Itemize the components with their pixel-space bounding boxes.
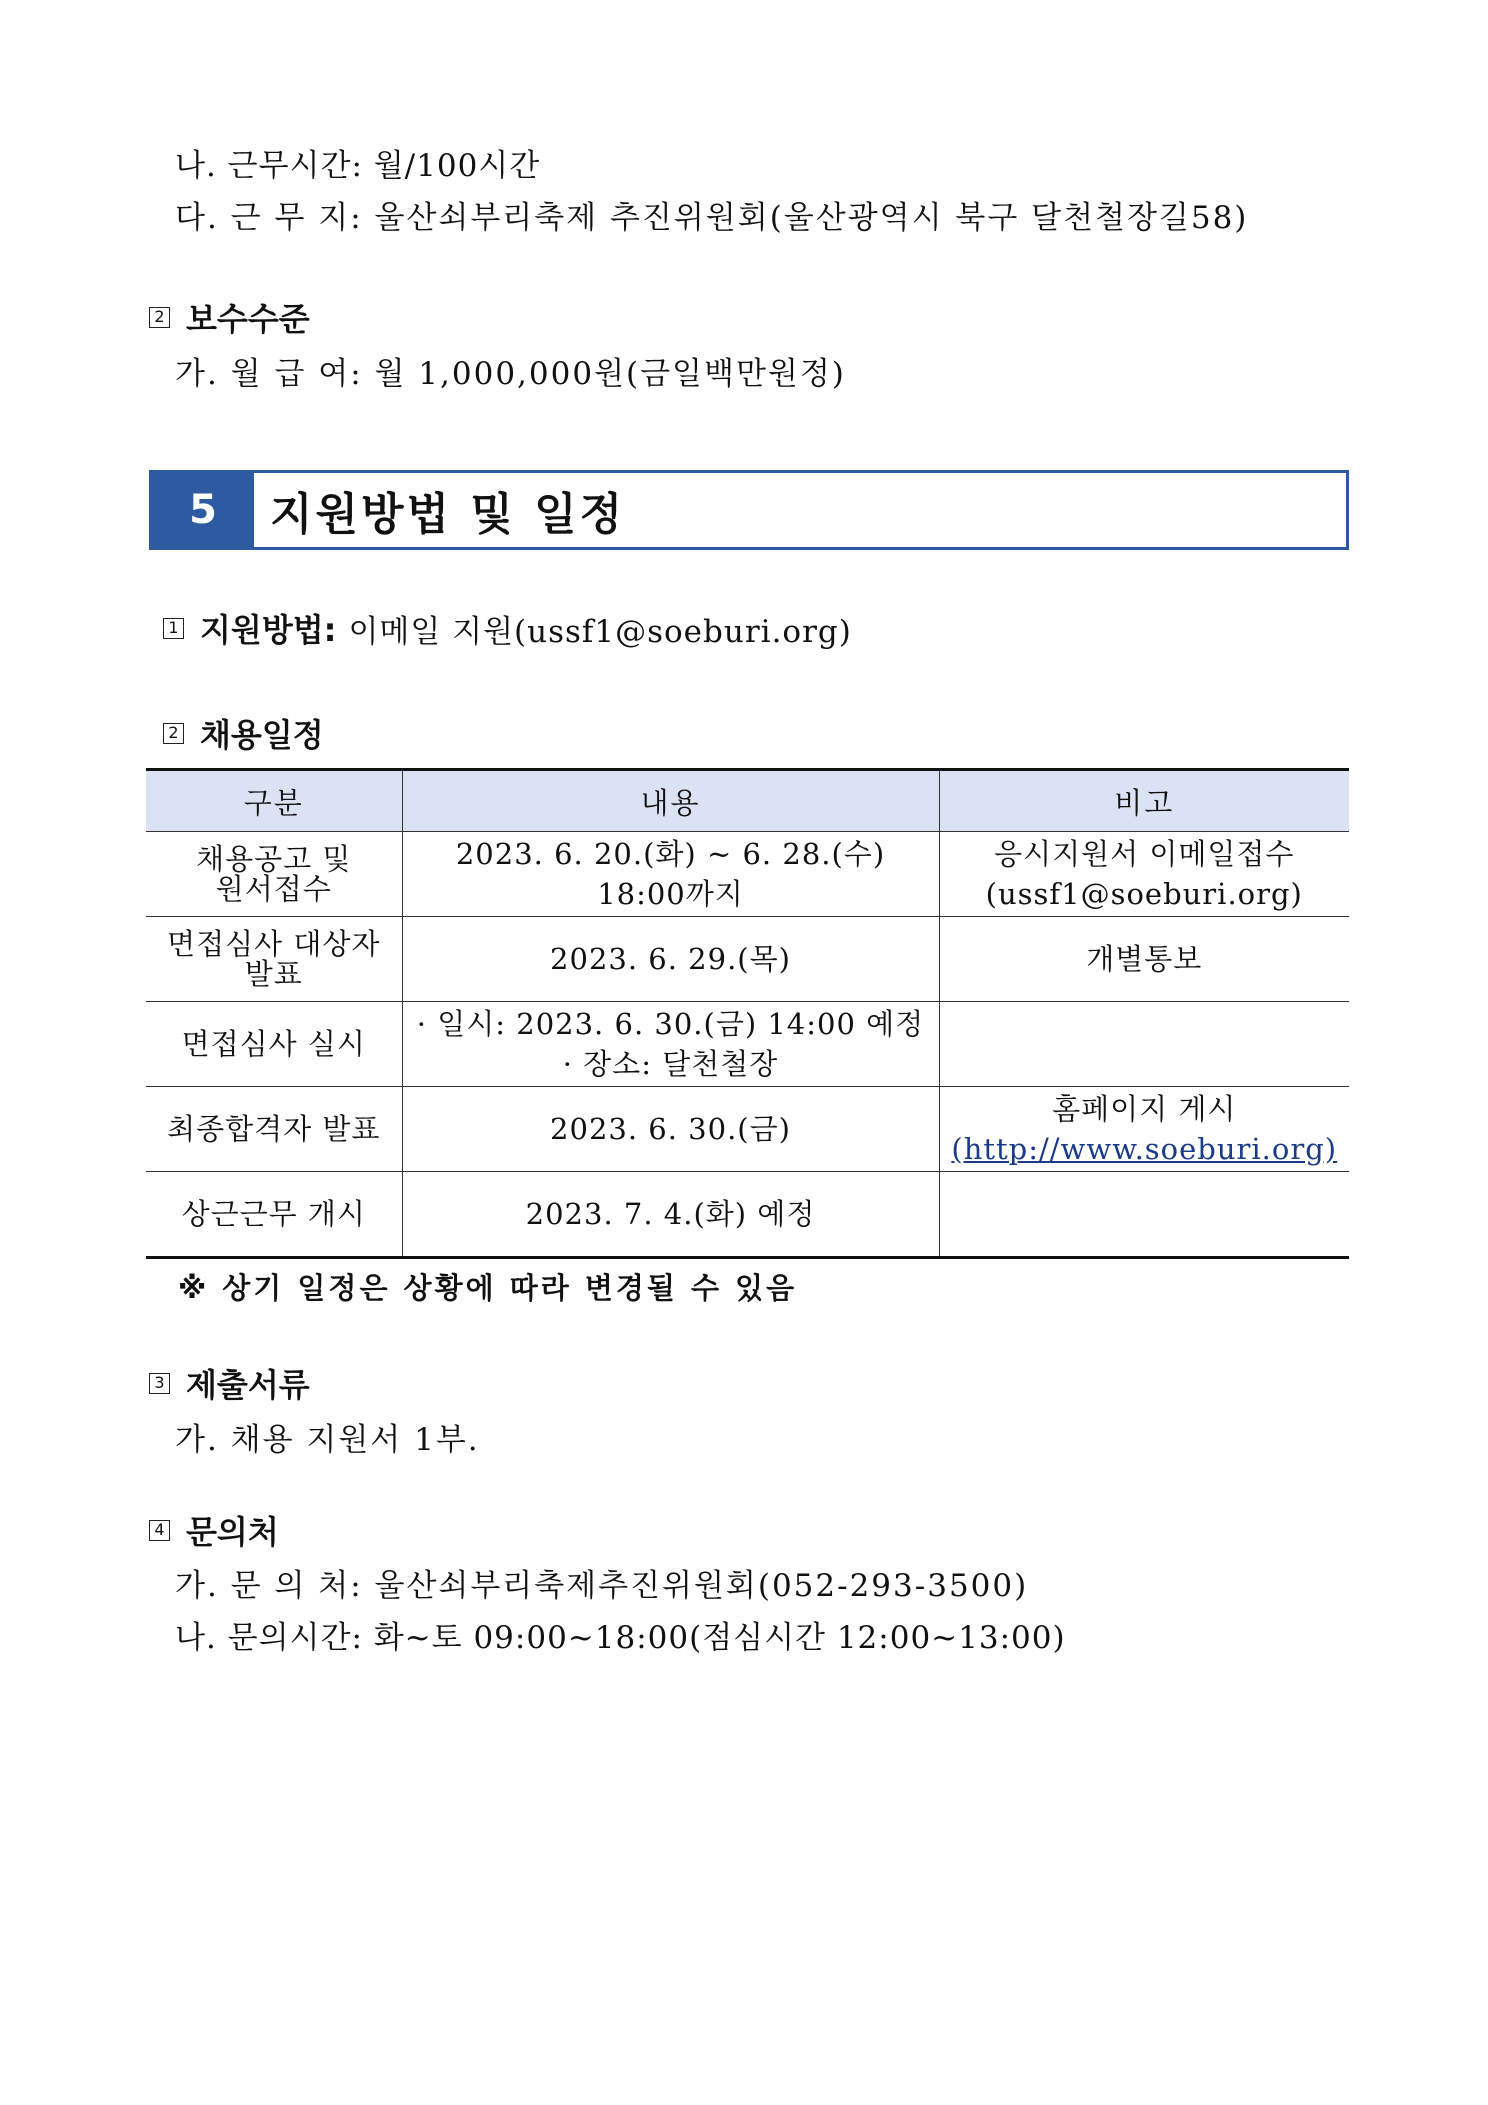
category-line: 면접심사 대상자 — [167, 927, 381, 961]
contact-phone-line: 가. 문 의 처: 울산쇠부리축제추진위원회(052-293-3500) — [175, 1568, 1029, 1604]
content-line: 2023. 6. 30.(금) — [550, 1112, 791, 1146]
row-category — [146, 1172, 402, 1258]
work-hours-line: 나. 근무시간: 월/100시간 — [175, 148, 541, 184]
table-row — [146, 1172, 1349, 1258]
row-content — [402, 1002, 939, 1087]
pay-number-box: 2 — [149, 307, 170, 328]
schedule-title: 채용일정 — [200, 716, 324, 754]
schedule-table — [146, 768, 1349, 1259]
row-category — [146, 917, 402, 1002]
section-number: 5 — [152, 473, 254, 547]
row-content — [402, 1087, 939, 1172]
content-line: · 장소: 달천철장 — [562, 1047, 779, 1081]
row-note — [939, 1087, 1349, 1172]
docs-line: 가. 채용 지원서 1부. — [175, 1422, 480, 1458]
section-title: 지원방법 및 일정 — [270, 489, 626, 540]
content-line: · 일시: 2023. 6. 30.(금) 14:00 예정 — [416, 1007, 925, 1041]
row-note — [939, 1002, 1349, 1087]
table-row — [146, 1002, 1349, 1087]
content-line: 2023. 7. 4.(화) 예정 — [525, 1197, 816, 1231]
content-line: 18:00까지 — [597, 877, 744, 911]
content-line: 2023. 6. 29.(목) — [550, 942, 791, 976]
column-header-note: 비고 — [939, 770, 1349, 832]
contact-number-box: 4 — [149, 1520, 170, 1541]
apply-heading — [163, 605, 852, 651]
row-content — [402, 917, 939, 1002]
apply-text: 이메일 지원(ussf1@soeburi.org) — [348, 613, 852, 650]
note-line: 홈페이지 게시 — [1052, 1092, 1237, 1126]
table-row — [146, 832, 1349, 917]
schedule-heading — [163, 710, 324, 756]
schedule-number-box: 2 — [163, 723, 184, 744]
pay-heading — [149, 294, 310, 340]
row-note — [939, 1172, 1349, 1258]
docs-number-box: 3 — [149, 1373, 170, 1394]
row-content — [402, 832, 939, 917]
table-header-row — [146, 770, 1349, 832]
section-header — [149, 470, 1349, 550]
row-note — [939, 832, 1349, 917]
row-content — [402, 1172, 939, 1258]
category-line: 채용공고 및 — [196, 842, 352, 876]
pay-title: 보수수준 — [186, 300, 310, 338]
docs-title: 제출서류 — [186, 1366, 310, 1404]
contact-title: 문의처 — [186, 1513, 279, 1551]
category-line: 발표 — [244, 957, 303, 991]
table-row — [146, 1087, 1349, 1172]
column-header-category: 구분 — [146, 770, 402, 832]
category-line: 원서접수 — [215, 872, 332, 906]
row-category — [146, 832, 402, 917]
row-category — [146, 1002, 402, 1087]
homepage-link[interactable]: (http://www.soeburi.org) — [951, 1132, 1338, 1166]
category-line: 면접심사 실시 — [181, 1027, 366, 1061]
column-header-content: 내용 — [402, 770, 939, 832]
contact-hours-line: 나. 문의시간: 화~토 09:00~18:00(점심시간 12:00~13:00) — [175, 1620, 1066, 1656]
contact-heading — [149, 1507, 279, 1553]
pay-salary-line: 가. 월 급 여: 월 1,000,000원(금일백만원정) — [175, 356, 846, 392]
row-note — [939, 917, 1349, 1002]
row-category — [146, 1087, 402, 1172]
table-row — [146, 917, 1349, 1002]
note-line: (ussf1@soeburi.org) — [985, 877, 1303, 911]
apply-label: 지원방법: — [200, 611, 337, 649]
category-line: 최종합격자 발표 — [167, 1112, 381, 1146]
note-line: 응시지원서 이메일접수 — [994, 837, 1295, 871]
schedule-footnote: ※ 상기 일정은 상황에 따라 변경될 수 있음 — [178, 1271, 798, 1305]
docs-heading — [149, 1360, 310, 1406]
work-location-line: 다. 근 무 지: 울산쇠부리축제 추진위원회(울산광역시 북구 달천철장길58) — [175, 200, 1249, 236]
content-line: 2023. 6. 20.(화) ~ 6. 28.(수) — [455, 837, 886, 871]
category-line: 상근근무 개시 — [181, 1197, 366, 1231]
apply-number-box: 1 — [163, 618, 184, 639]
note-line: 개별통보 — [1086, 942, 1203, 976]
